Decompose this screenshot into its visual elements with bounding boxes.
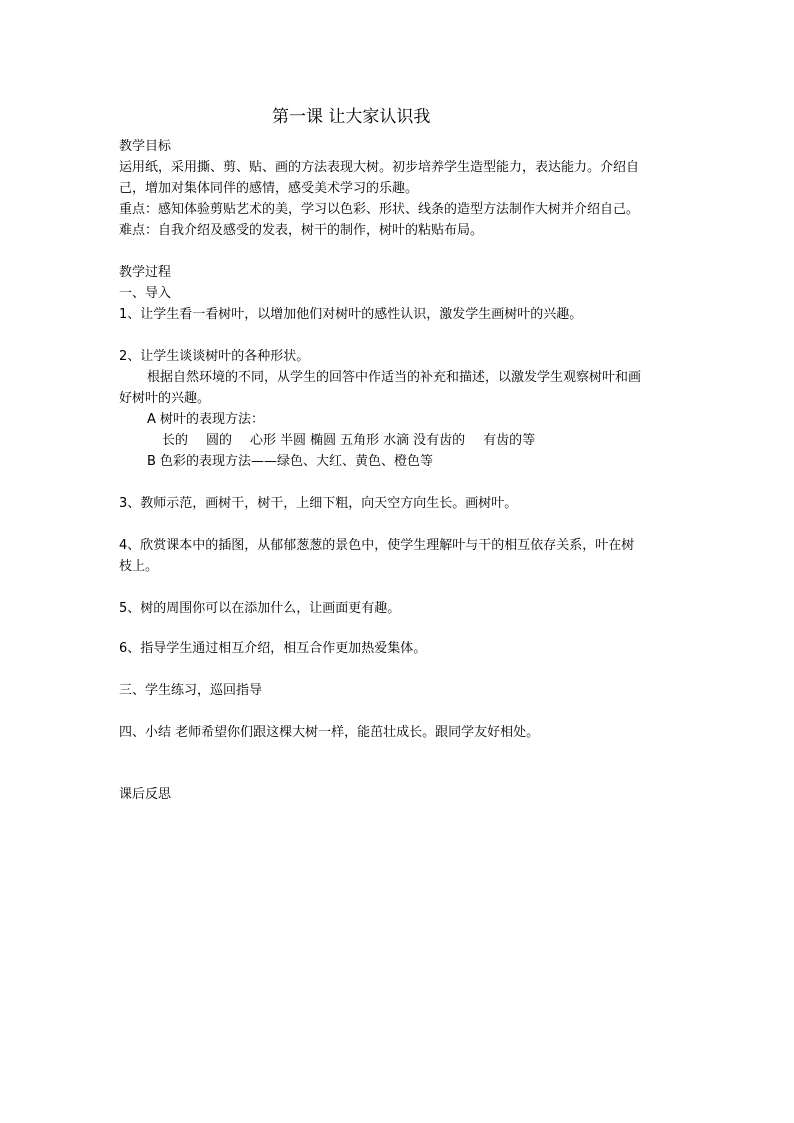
objectives-text-line1: 运用纸，采用撕、剪、贴、画的方法表现大树。初步培养学生造型能力，表达能力。介绍自 <box>119 160 640 175</box>
step-2: 2、让学生谈谈树叶的各种形状。 <box>119 349 310 364</box>
objectives-text-line2: 己，增加对集体同伴的感情，感受美术学习的乐趣。 <box>119 181 419 196</box>
leaf-shape: 圆的 <box>206 433 233 448</box>
leaf-shape: 水滴 <box>383 433 410 448</box>
leaf-shape-list <box>162 430 535 451</box>
step-2-paragraph-line1: 根据自然环境的不同，从学生的回答中作适当的补充和描述，以激发学生观察树叶和画 <box>147 370 642 385</box>
intro-heading: 一、导入 <box>119 286 172 301</box>
step-5: 5、树的周围你可以在添加什么，让画面更有趣。 <box>119 601 401 616</box>
leaf-shape: 没有齿的 <box>413 433 466 448</box>
practice-section: 三、学生练习，巡回指导 <box>119 683 263 698</box>
objectives-heading: 教学目标 <box>119 139 172 154</box>
summary-section: 四、小结 老师希望你们跟这棵大树一样，能茁壮成长。跟同学友好相处。 <box>119 725 540 740</box>
leaf-method-a: A 树叶的表现方法： <box>147 412 265 427</box>
difficulty-point: 难点：自我介绍及感受的发表，树干的制作，树叶的粘贴布局。 <box>119 223 484 238</box>
leaf-shape: 五角形 <box>340 433 380 448</box>
lesson-title: 第一课 让大家认识我 <box>272 107 431 127</box>
step-6: 6、指导学生通过相互介绍，相互合作更加热爱集体。 <box>119 641 427 656</box>
step-2-paragraph-line2: 好树叶的兴趣。 <box>119 391 211 406</box>
leaf-shape: 有齿的等 <box>483 433 536 448</box>
leaf-shape: 半圆 <box>280 433 307 448</box>
leaf-shape: 椭圆 <box>310 433 337 448</box>
step-3: 3、教师示范，画树干，树干，上细下粗，向天空方向生长。画树叶。 <box>119 496 518 511</box>
color-method-b: B 色彩的表现方法——绿色、大红、黄色、橙色等 <box>147 454 434 469</box>
step-4-line2: 枝上。 <box>119 559 159 574</box>
reflection-heading: 课后反思 <box>119 787 172 802</box>
leaf-shape: 长的 <box>162 433 189 448</box>
leaf-shape: 心形 <box>250 433 277 448</box>
step-4-line1: 4、欣赏课本中的插图，从郁郁葱葱的景色中，使学生理解叶与干的相互依存关系，叶在树 <box>119 538 635 553</box>
key-point: 重点：感知体验剪贴艺术的美，学习以色彩、形状、线条的造型方法制作大树并介绍自己。 <box>119 202 640 217</box>
process-heading: 教学过程 <box>119 265 172 280</box>
step-1: 1、让学生看一看树叶，以增加他们对树叶的感性认识，激发学生画树叶的兴趣。 <box>119 307 583 322</box>
